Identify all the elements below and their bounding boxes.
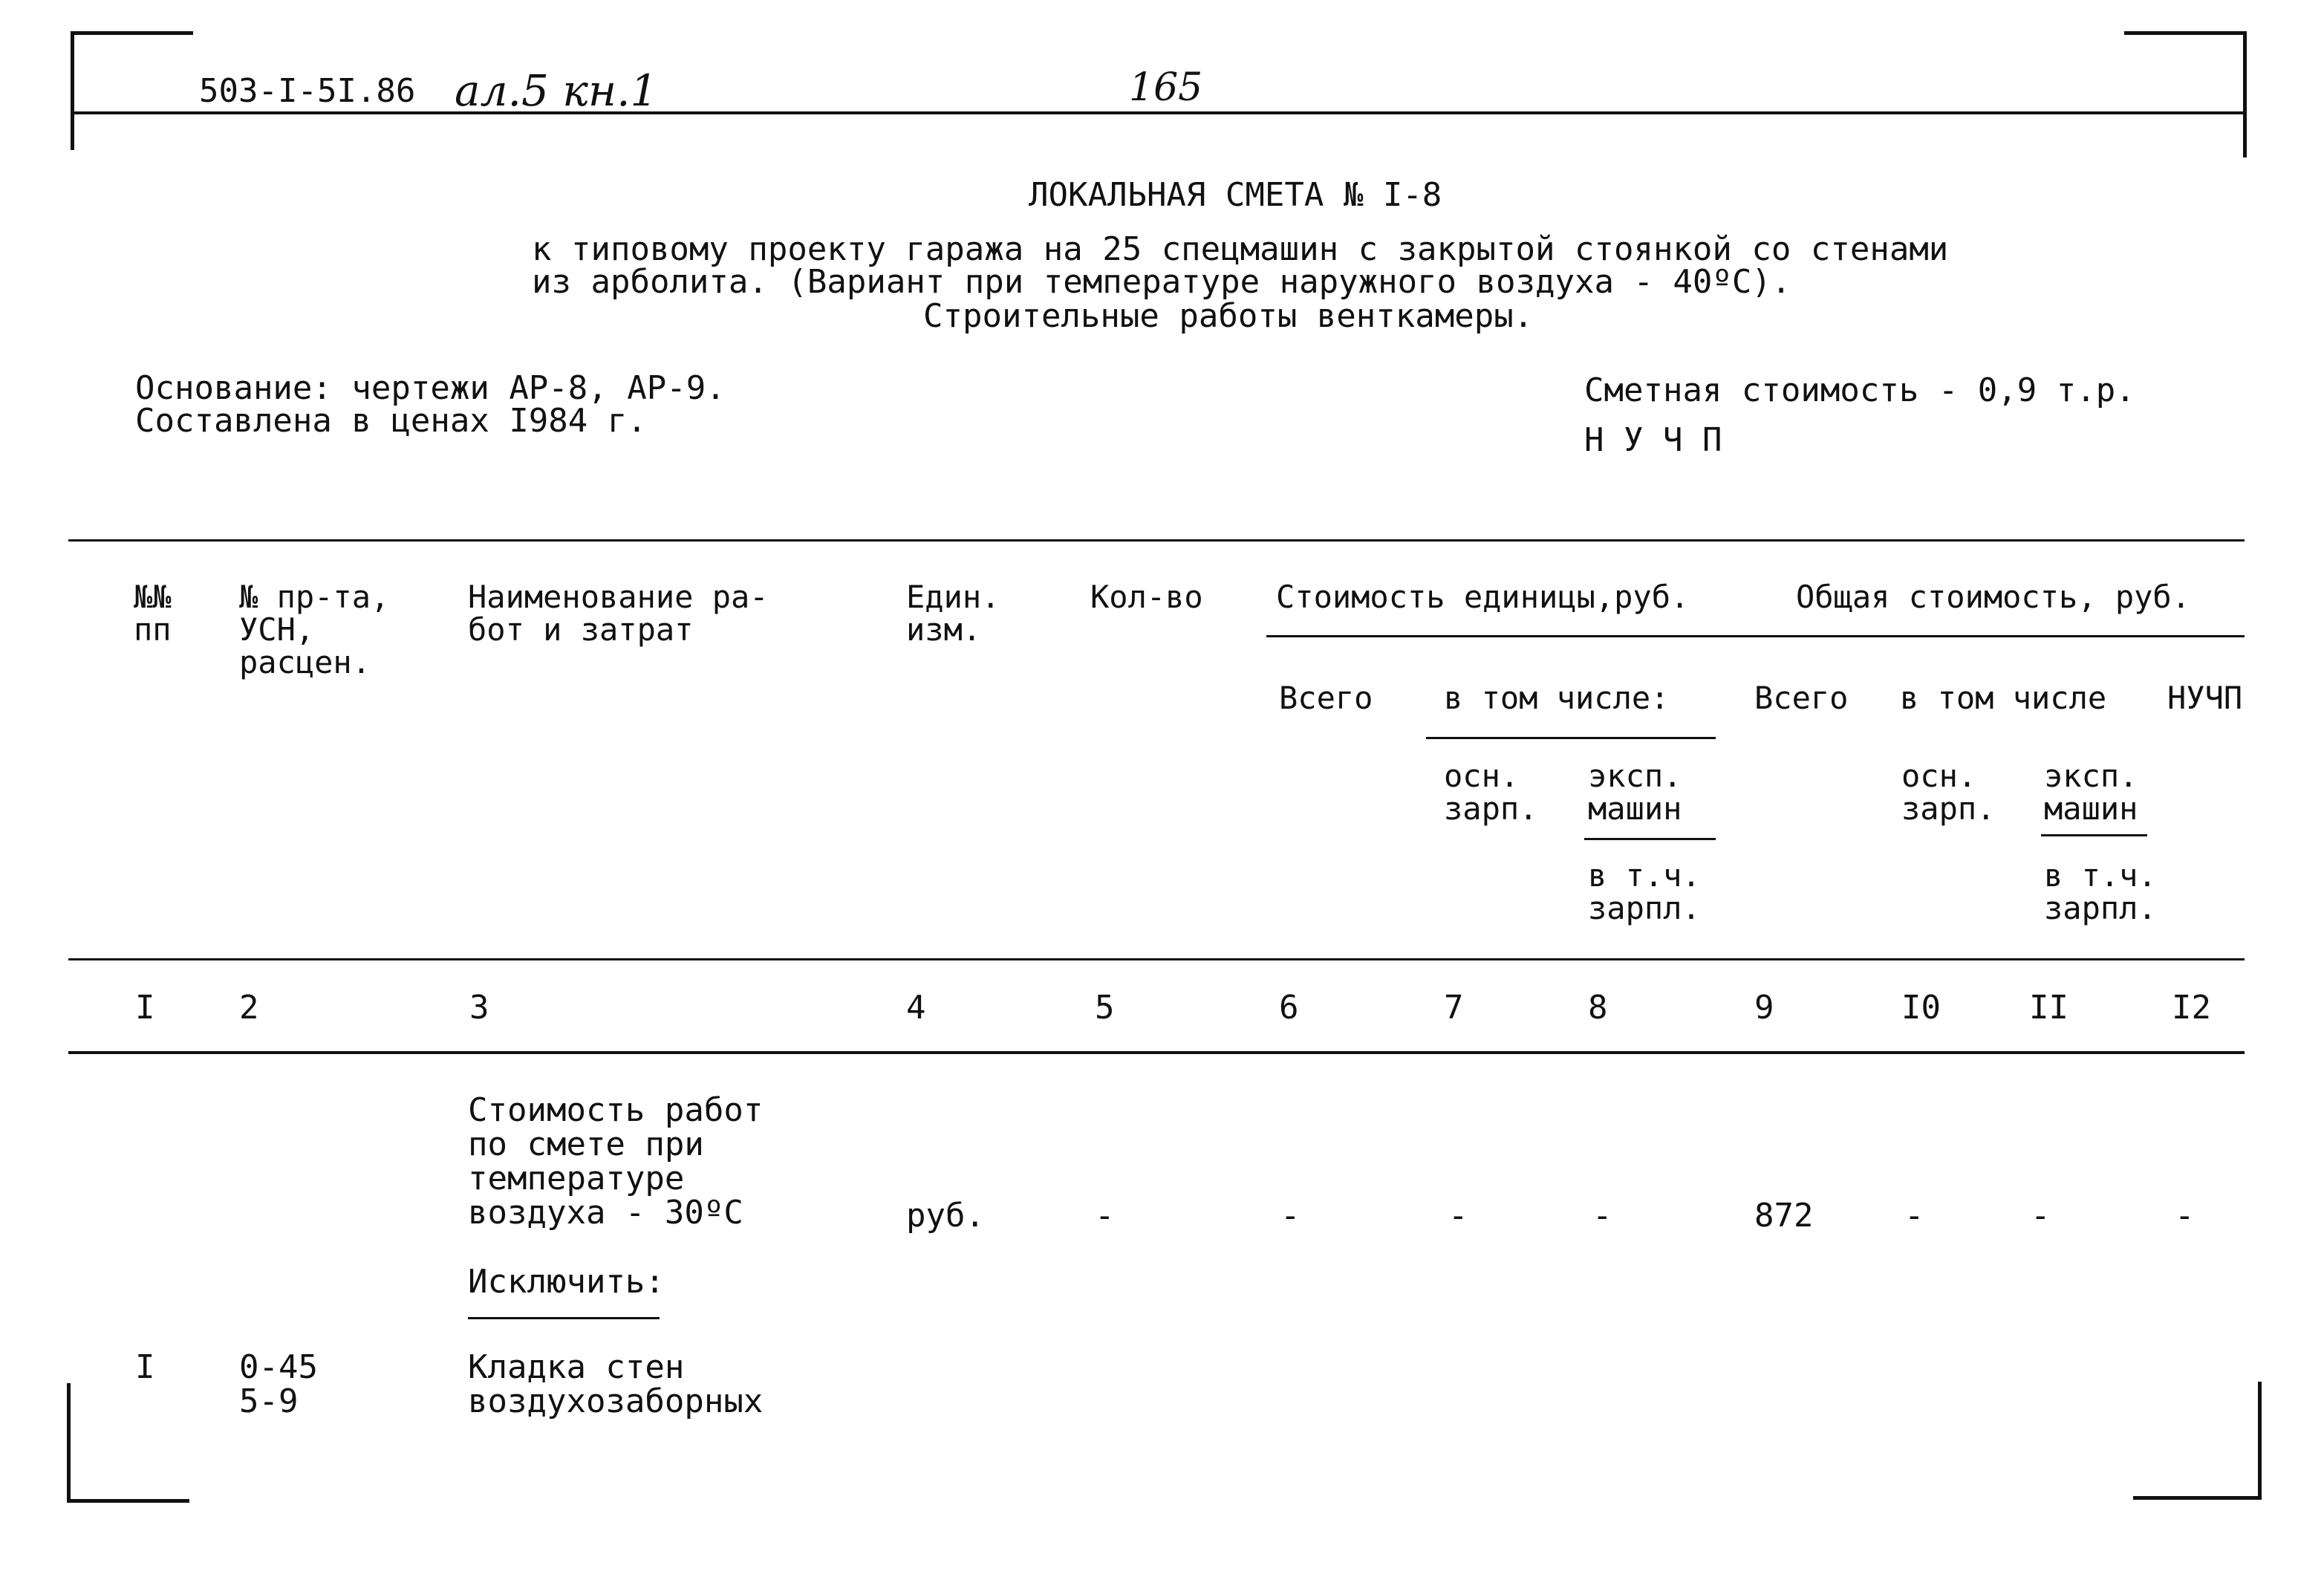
header-unit-eksp-zarp: в т.ч. зарпл. <box>1588 857 1701 926</box>
exclude-label: Исключить: <box>468 1263 665 1301</box>
header-unit-osn: осн. зарп. <box>1444 758 1538 827</box>
frame-top-right-h <box>2124 31 2247 35</box>
row-cost-col11: - <box>2031 1197 2051 1235</box>
total-eksp-rule <box>2041 834 2147 836</box>
document-title: ЛОКАЛЬНАЯ СМЕТА № I-8 <box>1029 176 1442 214</box>
row-1-name: Кладка стен воздухозаборных <box>468 1348 764 1420</box>
row-cost-col12: - <box>2175 1197 2195 1235</box>
row-cost-qty: - <box>1095 1197 1115 1235</box>
column-number: 6 <box>1279 989 1299 1027</box>
column-number: 2 <box>239 989 259 1027</box>
prices-text: Составлена в ценах I984 г. <box>135 402 647 440</box>
column-number: 9 <box>1754 989 1774 1027</box>
header-rule <box>71 111 2247 114</box>
column-number: 8 <box>1588 989 1608 1027</box>
header-total-eksp-zarp: в т.ч. зарпл. <box>2044 857 2157 926</box>
header-unit-eksp: эксп. машин <box>1588 758 1682 827</box>
header-total-osn: осн. зарп. <box>1901 758 1996 827</box>
frame-top-left-v <box>71 31 74 150</box>
header-unit-cost: Стоимость единицы,руб. <box>1276 579 1690 615</box>
header-row-number: №№ пп <box>134 579 172 648</box>
title-line-2: из арболита. (Вариант при температуре наружного воздуха - 40ºС). <box>532 263 1791 301</box>
column-number: I2 <box>2172 989 2211 1027</box>
frame-bottom-left-h <box>67 1499 189 1503</box>
row-1-number: I <box>135 1348 155 1386</box>
column-number: I0 <box>1901 989 1941 1027</box>
title-line-1: к типовому проекту гаража на 25 спецмашин с закрытой стоянкой со стенами <box>532 230 1949 268</box>
row-1-code: 0-45 5-9 <box>239 1348 318 1420</box>
column-number: 7 <box>1444 989 1464 1027</box>
header-total-cost: Общая стоимость, руб. <box>1796 579 2191 615</box>
estimated-cost: Сметная стоимость - 0,9 т.р. <box>1584 371 2135 409</box>
row-cost-unit: руб. <box>906 1197 985 1235</box>
handwritten-note: ал.5 кн.1 <box>455 65 658 116</box>
row-cost-col7: - <box>1448 1197 1468 1235</box>
row-cost-col10: - <box>1904 1197 1924 1235</box>
basis-text: Основание: чертежи АР-8, АР-9. <box>135 369 726 407</box>
header-code: № пр-та, УСН, расцен. <box>239 579 390 680</box>
header-quantity: Кол-во <box>1090 579 1203 615</box>
exclude-underline <box>468 1317 660 1319</box>
header-unit-total: Всего <box>1279 680 1373 716</box>
header-unit: Един. изм. <box>906 579 1000 648</box>
frame-bottom-right-v <box>2258 1382 2262 1499</box>
column-number: 4 <box>906 989 926 1027</box>
unit-eksp-rule <box>1584 838 1716 840</box>
column-number: II <box>2029 989 2069 1027</box>
row-cost-col6: - <box>1280 1197 1301 1235</box>
frame-top-left-h <box>71 31 193 35</box>
column-number: 5 <box>1095 989 1115 1027</box>
row-cost-col9: 872 <box>1754 1197 1814 1235</box>
doc-code: 503-I-5I.86 <box>199 72 416 110</box>
frame-bottom-left-v <box>67 1383 71 1502</box>
column-number: 3 <box>469 989 489 1027</box>
cost-group-rule <box>1266 635 2245 637</box>
header-total-total: Всего <box>1754 680 1849 716</box>
title-line-3: Строительные работы венткамеры. <box>923 297 1534 335</box>
frame-top-right-v <box>2243 31 2247 157</box>
unit-incl-rule <box>1426 737 1716 739</box>
nuchp-label: Н У Ч П <box>1584 421 1722 459</box>
row-cost-col8: - <box>1592 1197 1612 1235</box>
frame-bottom-right-h <box>2133 1496 2262 1500</box>
header-unit-incl: в том числе: <box>1444 680 1670 716</box>
colnum-bottom-rule <box>68 1051 2245 1054</box>
header-total-nuchp: НУЧП <box>2167 680 2243 716</box>
header-work-name: Наименование ра- бот и затрат <box>468 579 769 648</box>
header-total-eksp: эксп. машин <box>2044 758 2138 827</box>
header-total-incl: в том числе <box>1900 680 2107 716</box>
header-bottom-rule <box>68 958 2245 960</box>
table-top-rule <box>68 539 2245 542</box>
page-number: 165 <box>1129 65 1203 110</box>
row-cost-name: Стоимость работ по смете при температуре воздуха - 30ºС <box>468 1091 764 1232</box>
column-number: I <box>135 989 155 1027</box>
